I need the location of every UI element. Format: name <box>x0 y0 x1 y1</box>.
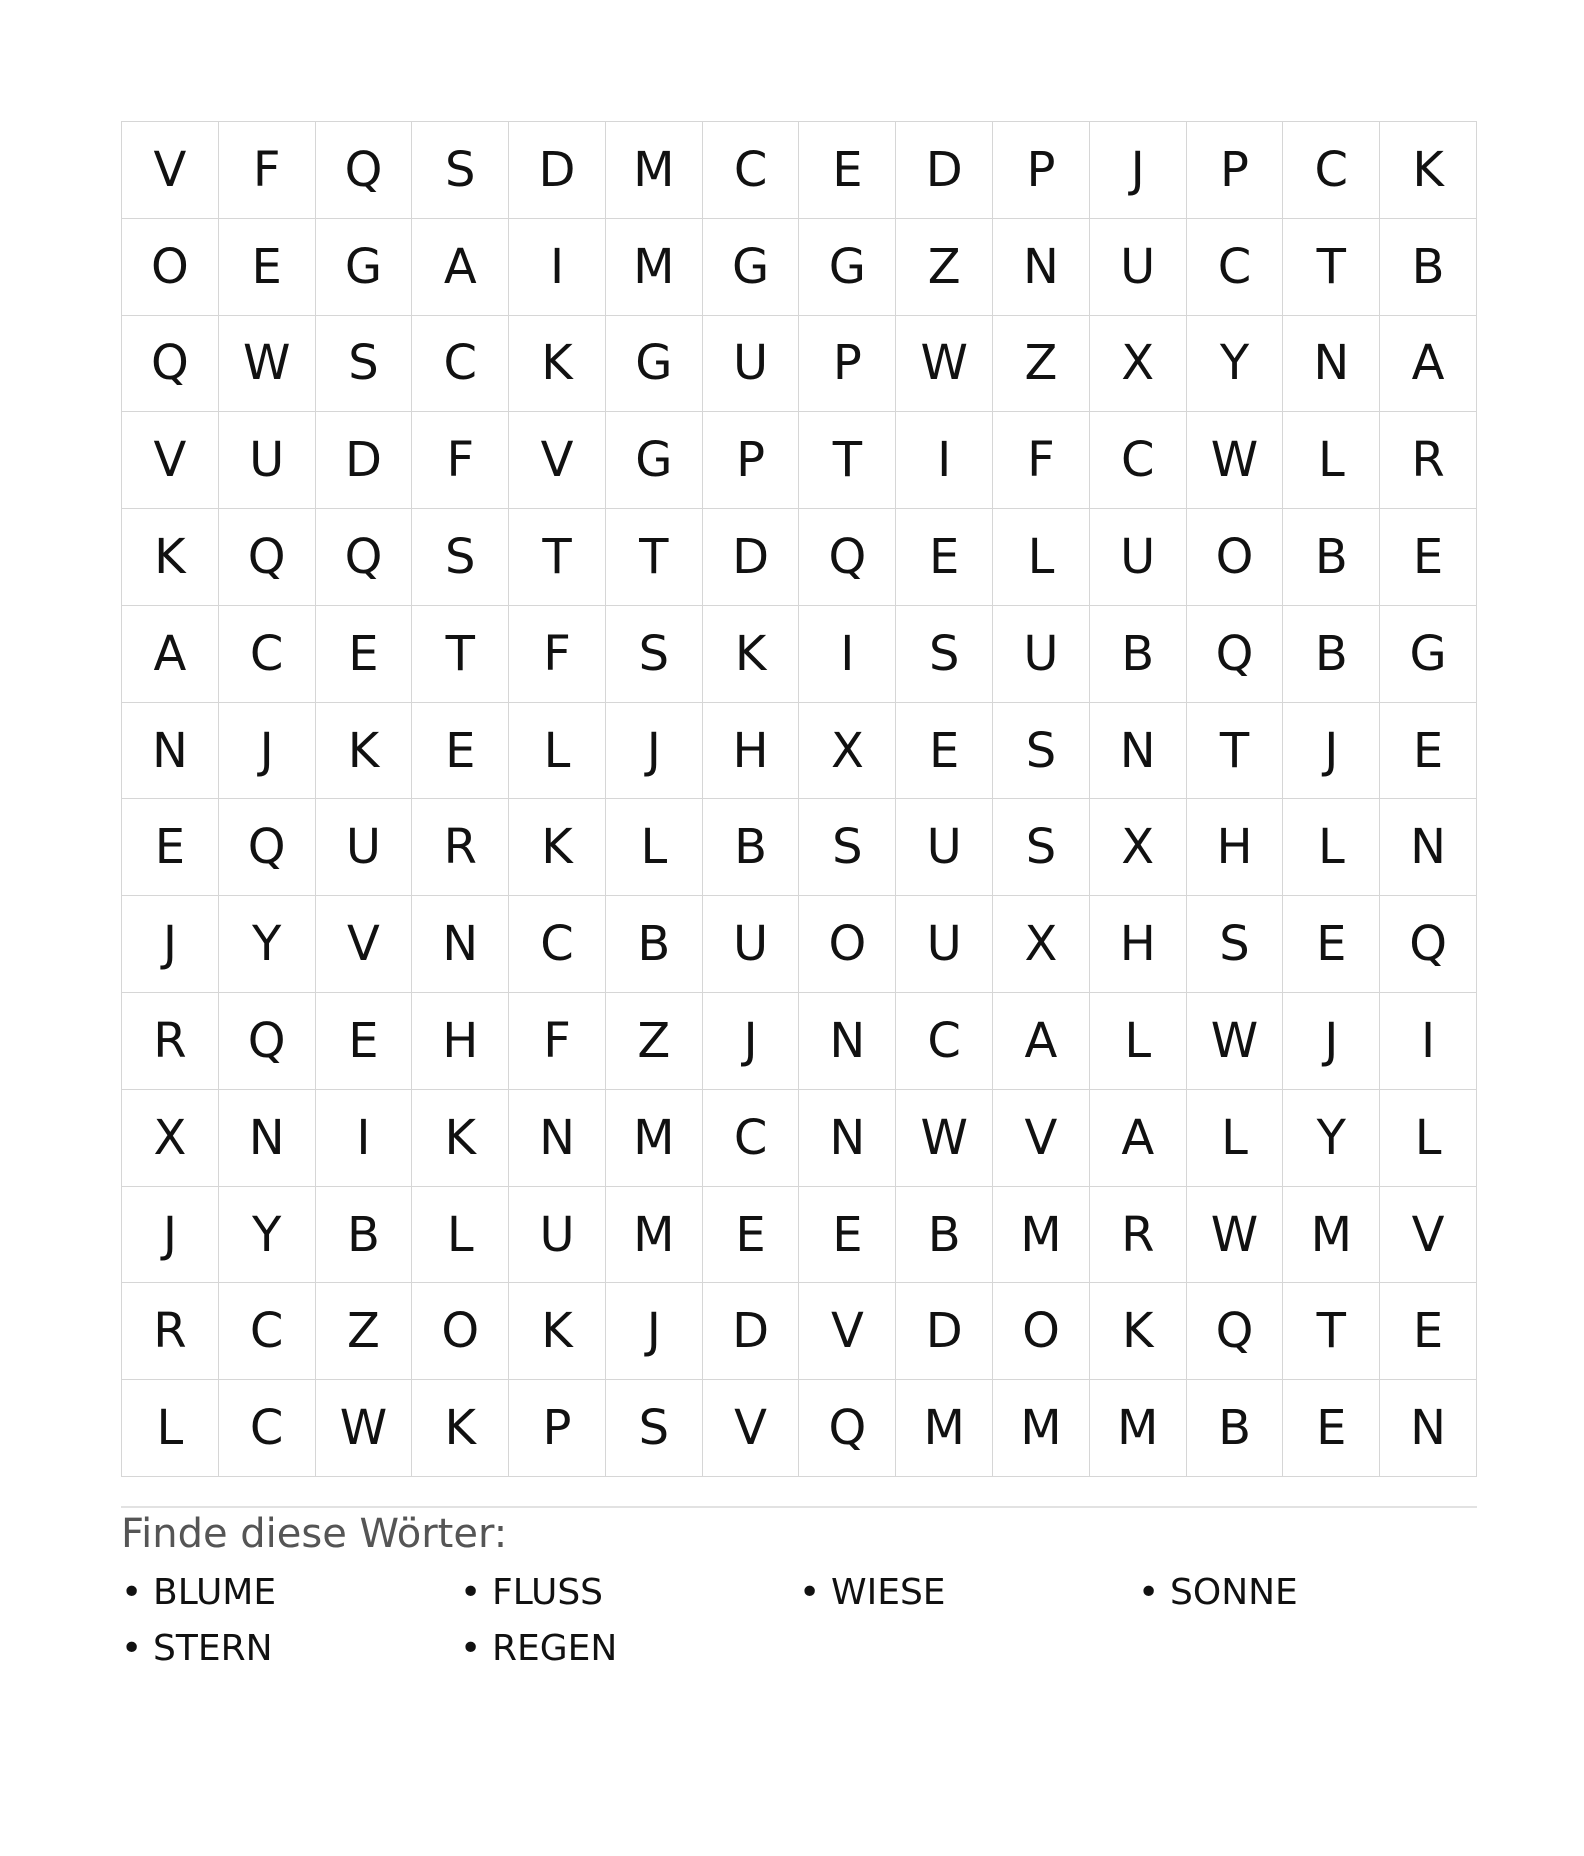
grid-cell[interactable]: W <box>1187 993 1284 1090</box>
grid-cell[interactable]: T <box>509 509 606 606</box>
grid-cell[interactable]: D <box>896 122 993 219</box>
grid-cell[interactable]: C <box>703 122 800 219</box>
grid-cell[interactable]: E <box>1283 896 1380 993</box>
bullet-icon: • <box>799 1572 821 1613</box>
grid-cell[interactable]: W <box>896 316 993 413</box>
grid-cell[interactable]: G <box>703 219 800 316</box>
grid-cell[interactable]: G <box>799 219 896 316</box>
grid-cell[interactable]: A <box>1090 1090 1187 1187</box>
grid-cell[interactable]: C <box>1187 219 1284 316</box>
grid-cell[interactable]: W <box>316 1380 413 1477</box>
grid-cell[interactable]: K <box>509 316 606 413</box>
word-list-item <box>460 1626 799 1672</box>
grid-cell[interactable]: Z <box>993 316 1090 413</box>
grid-cell[interactable]: I <box>509 219 606 316</box>
grid-cell[interactable]: L <box>1090 993 1187 1090</box>
grid-cell[interactable]: B <box>1090 606 1187 703</box>
grid-cell[interactable]: L <box>993 509 1090 606</box>
grid-cell[interactable]: F <box>412 412 509 509</box>
grid-cell[interactable]: H <box>412 993 509 1090</box>
grid-cell[interactable]: W <box>1187 412 1284 509</box>
grid-cell[interactable]: W <box>896 1090 993 1187</box>
grid-cell[interactable]: J <box>1283 993 1380 1090</box>
grid-cell[interactable]: K <box>509 799 606 896</box>
grid-cell[interactable]: D <box>509 122 606 219</box>
grid-cell[interactable]: E <box>1380 703 1477 800</box>
grid-cell[interactable]: T <box>412 606 509 703</box>
grid-cell[interactable]: G <box>1380 606 1477 703</box>
grid-cell[interactable]: T <box>1187 703 1284 800</box>
grid-cell[interactable]: H <box>703 703 800 800</box>
grid-cell[interactable]: A <box>412 219 509 316</box>
grid-cell[interactable]: K <box>412 1380 509 1477</box>
grid-cell[interactable]: U <box>316 799 413 896</box>
grid-cell[interactable]: U <box>703 896 800 993</box>
grid-cell[interactable]: O <box>412 1283 509 1380</box>
grid-cell[interactable]: E <box>1380 509 1477 606</box>
grid-cell[interactable]: M <box>896 1380 993 1477</box>
grid-cell[interactable]: I <box>1380 993 1477 1090</box>
grid-cell[interactable]: N <box>799 993 896 1090</box>
grid-cell[interactable]: D <box>703 509 800 606</box>
grid-cell[interactable]: A <box>1380 316 1477 413</box>
grid-cell[interactable]: V <box>1380 1187 1477 1284</box>
grid-cell[interactable]: Q <box>799 509 896 606</box>
grid-cell[interactable]: Q <box>219 509 316 606</box>
grid-cell[interactable]: L <box>1283 799 1380 896</box>
grid-cell[interactable]: S <box>993 799 1090 896</box>
grid-cell[interactable]: K <box>1090 1283 1187 1380</box>
grid-cell[interactable]: K <box>1380 122 1477 219</box>
grid-cell[interactable]: E <box>219 219 316 316</box>
grid-cell[interactable]: S <box>799 799 896 896</box>
grid-cell[interactable]: L <box>1380 1090 1477 1187</box>
grid-cell[interactable]: T <box>799 412 896 509</box>
grid-cell[interactable]: N <box>993 219 1090 316</box>
grid-cell[interactable]: Q <box>122 316 219 413</box>
grid-cell[interactable]: K <box>703 606 800 703</box>
grid-cell[interactable]: R <box>1090 1187 1187 1284</box>
grid-cell[interactable]: E <box>1283 1380 1380 1477</box>
grid-cell[interactable]: M <box>993 1187 1090 1284</box>
grid-cell[interactable]: I <box>799 606 896 703</box>
grid-cell[interactable]: G <box>606 316 703 413</box>
grid-cell[interactable]: V <box>509 412 606 509</box>
grid-cell[interactable]: L <box>509 703 606 800</box>
grid-cell[interactable]: S <box>1187 896 1284 993</box>
bullet-icon: • <box>460 1628 482 1669</box>
grid-cell[interactable]: J <box>1283 703 1380 800</box>
grid-cell[interactable]: P <box>799 316 896 413</box>
word-label: FLUSS <box>492 1572 604 1613</box>
grid-cell[interactable]: Y <box>219 1187 316 1284</box>
grid-cell[interactable]: S <box>412 122 509 219</box>
word-list <box>121 1570 1477 1672</box>
grid-cell[interactable]: R <box>1380 412 1477 509</box>
grid-cell[interactable]: A <box>993 993 1090 1090</box>
grid-cell[interactable]: U <box>993 606 1090 703</box>
grid-cell[interactable]: M <box>606 1090 703 1187</box>
grid-cell[interactable]: B <box>1283 606 1380 703</box>
divider <box>121 1506 1477 1508</box>
grid-cell[interactable]: M <box>993 1380 1090 1477</box>
grid-cell[interactable]: P <box>993 122 1090 219</box>
grid-cell[interactable]: S <box>606 1380 703 1477</box>
grid-cell[interactable]: B <box>1380 219 1477 316</box>
grid-cell[interactable]: J <box>122 1187 219 1284</box>
grid-cell[interactable]: L <box>122 1380 219 1477</box>
grid-cell[interactable]: E <box>412 703 509 800</box>
grid-cell[interactable]: Q <box>799 1380 896 1477</box>
grid-cell[interactable]: S <box>606 606 703 703</box>
grid-cell[interactable]: Q <box>219 799 316 896</box>
grid-cell[interactable]: Q <box>1380 896 1477 993</box>
grid-cell[interactable]: B <box>896 1187 993 1284</box>
grid-cell[interactable]: L <box>1187 1090 1284 1187</box>
bullet-icon: • <box>1138 1572 1160 1613</box>
grid-cell[interactable]: U <box>1090 219 1187 316</box>
grid-cell[interactable]: B <box>606 896 703 993</box>
grid-cell[interactable]: M <box>1283 1187 1380 1284</box>
grid-cell[interactable]: B <box>316 1187 413 1284</box>
bullet-icon: • <box>121 1628 143 1669</box>
grid-cell[interactable]: Y <box>1187 316 1284 413</box>
grid-cell[interactable]: O <box>122 219 219 316</box>
word-list-heading: Finde diese Wörter: <box>121 1511 508 1557</box>
grid-cell[interactable]: E <box>316 993 413 1090</box>
grid-cell[interactable]: O <box>1187 509 1284 606</box>
grid-cell[interactable]: X <box>122 1090 219 1187</box>
grid-cell[interactable]: M <box>606 219 703 316</box>
word-list-item <box>799 1570 1138 1616</box>
grid-cell[interactable]: D <box>316 412 413 509</box>
grid-cell[interactable]: O <box>799 896 896 993</box>
grid-cell[interactable]: R <box>412 799 509 896</box>
grid-cell[interactable]: N <box>1090 703 1187 800</box>
grid-cell[interactable]: Q <box>219 993 316 1090</box>
grid-cell[interactable]: E <box>316 606 413 703</box>
grid-cell[interactable]: Z <box>896 219 993 316</box>
grid-cell[interactable]: E <box>799 122 896 219</box>
word-label: BLUME <box>153 1572 277 1613</box>
grid-cell[interactable]: B <box>703 799 800 896</box>
grid-cell[interactable]: E <box>896 509 993 606</box>
grid-cell[interactable]: U <box>896 799 993 896</box>
grid-cell[interactable]: Y <box>219 896 316 993</box>
grid-cell[interactable]: S <box>993 703 1090 800</box>
grid-cell[interactable]: V <box>703 1380 800 1477</box>
grid-cell[interactable]: S <box>896 606 993 703</box>
bullet-icon: • <box>121 1572 143 1613</box>
grid-cell[interactable]: F <box>509 993 606 1090</box>
grid-cell[interactable]: X <box>993 896 1090 993</box>
grid-cell[interactable]: T <box>1283 1283 1380 1380</box>
grid-cell[interactable]: C <box>509 896 606 993</box>
grid-cell[interactable]: K <box>412 1090 509 1187</box>
grid-cell[interactable]: J <box>1090 122 1187 219</box>
grid-cell[interactable]: H <box>1187 799 1284 896</box>
grid-cell[interactable]: X <box>1090 799 1187 896</box>
grid-cell[interactable]: K <box>509 1283 606 1380</box>
grid-cell[interactable]: C <box>896 993 993 1090</box>
grid-cell[interactable]: Q <box>1187 1283 1284 1380</box>
grid-cell[interactable]: C <box>412 316 509 413</box>
grid-cell[interactable]: Z <box>606 993 703 1090</box>
grid-cell[interactable]: F <box>219 122 316 219</box>
bullet-icon: • <box>460 1572 482 1613</box>
grid-cell[interactable]: P <box>703 412 800 509</box>
grid-cell[interactable]: Q <box>316 509 413 606</box>
grid-cell[interactable]: C <box>219 1283 316 1380</box>
grid-cell[interactable]: N <box>799 1090 896 1187</box>
grid-cell[interactable]: D <box>703 1283 800 1380</box>
grid-cell[interactable]: N <box>1380 799 1477 896</box>
grid-cell[interactable]: L <box>606 799 703 896</box>
grid-cell[interactable]: T <box>606 509 703 606</box>
grid-cell[interactable]: R <box>122 1283 219 1380</box>
grid-cell[interactable]: I <box>316 1090 413 1187</box>
grid-cell[interactable]: C <box>1090 412 1187 509</box>
word-label: STERN <box>153 1628 273 1669</box>
grid-cell[interactable]: Z <box>316 1283 413 1380</box>
grid-cell[interactable]: J <box>219 703 316 800</box>
grid-cell[interactable]: J <box>606 1283 703 1380</box>
grid-cell[interactable]: V <box>122 122 219 219</box>
grid-cell[interactable]: K <box>122 509 219 606</box>
grid-cell[interactable]: A <box>122 606 219 703</box>
grid-cell[interactable]: E <box>1380 1283 1477 1380</box>
grid-cell[interactable]: B <box>1283 509 1380 606</box>
word-label: REGEN <box>492 1628 618 1669</box>
word-label: WIESE <box>831 1572 946 1613</box>
word-label: SONNE <box>1170 1572 1298 1613</box>
grid-cell[interactable]: T <box>1283 219 1380 316</box>
grid-cell[interactable]: S <box>412 509 509 606</box>
grid-cell[interactable]: N <box>122 703 219 800</box>
letter-grid <box>121 121 1477 1477</box>
grid-cell[interactable]: N <box>219 1090 316 1187</box>
grid-cell[interactable]: V <box>799 1283 896 1380</box>
word-list-item <box>460 1570 799 1616</box>
grid-cell[interactable]: C <box>219 606 316 703</box>
grid-cell[interactable]: U <box>1090 509 1187 606</box>
grid-cell[interactable]: U <box>896 896 993 993</box>
grid-cell[interactable]: G <box>606 412 703 509</box>
grid-cell[interactable]: E <box>122 799 219 896</box>
grid-cell[interactable]: E <box>703 1187 800 1284</box>
grid-cell[interactable]: M <box>1090 1380 1187 1477</box>
grid-cell[interactable]: N <box>509 1090 606 1187</box>
grid-cell[interactable]: L <box>412 1187 509 1284</box>
grid-cell[interactable]: L <box>1283 412 1380 509</box>
grid-cell[interactable]: R <box>122 993 219 1090</box>
grid-cell[interactable]: F <box>993 412 1090 509</box>
grid-cell[interactable]: W <box>1187 1187 1284 1284</box>
grid-cell[interactable]: P <box>1187 122 1284 219</box>
word-list-item <box>121 1570 460 1616</box>
grid-cell[interactable]: B <box>1187 1380 1284 1477</box>
grid-cell[interactable]: E <box>799 1187 896 1284</box>
grid-cell[interactable]: Q <box>316 122 413 219</box>
word-list-item <box>1138 1570 1477 1616</box>
grid-cell[interactable]: E <box>896 703 993 800</box>
grid-cell[interactable]: V <box>316 896 413 993</box>
grid-cell[interactable]: D <box>896 1283 993 1380</box>
grid-cell[interactable]: U <box>703 316 800 413</box>
grid-cell[interactable]: X <box>1090 316 1187 413</box>
grid-cell[interactable]: Q <box>1187 606 1284 703</box>
grid-cell[interactable]: C <box>703 1090 800 1187</box>
grid-cell[interactable]: M <box>606 1187 703 1284</box>
grid-cell[interactable]: W <box>219 316 316 413</box>
grid-cell[interactable]: N <box>412 896 509 993</box>
grid-cell[interactable]: I <box>896 412 993 509</box>
grid-cell[interactable]: U <box>509 1187 606 1284</box>
grid-cell[interactable]: Y <box>1283 1090 1380 1187</box>
grid-cell[interactable]: X <box>799 703 896 800</box>
grid-cell[interactable]: M <box>606 122 703 219</box>
word-list-item <box>121 1626 460 1672</box>
grid-cell[interactable]: N <box>1380 1380 1477 1477</box>
grid-cell[interactable]: S <box>316 316 413 413</box>
grid-cell[interactable]: V <box>122 412 219 509</box>
grid-cell[interactable]: U <box>219 412 316 509</box>
grid-cell[interactable]: O <box>993 1283 1090 1380</box>
grid-cell[interactable]: J <box>122 896 219 993</box>
grid-cell[interactable]: N <box>1283 316 1380 413</box>
grid-cell[interactable]: P <box>509 1380 606 1477</box>
grid-cell[interactable]: G <box>316 219 413 316</box>
grid-cell[interactable]: J <box>606 703 703 800</box>
grid-cell[interactable]: C <box>1283 122 1380 219</box>
grid-cell[interactable]: V <box>993 1090 1090 1187</box>
grid-cell[interactable]: K <box>316 703 413 800</box>
grid-cell[interactable]: H <box>1090 896 1187 993</box>
grid-cell[interactable]: F <box>509 606 606 703</box>
grid-cell[interactable]: C <box>219 1380 316 1477</box>
grid-cell[interactable]: J <box>703 993 800 1090</box>
